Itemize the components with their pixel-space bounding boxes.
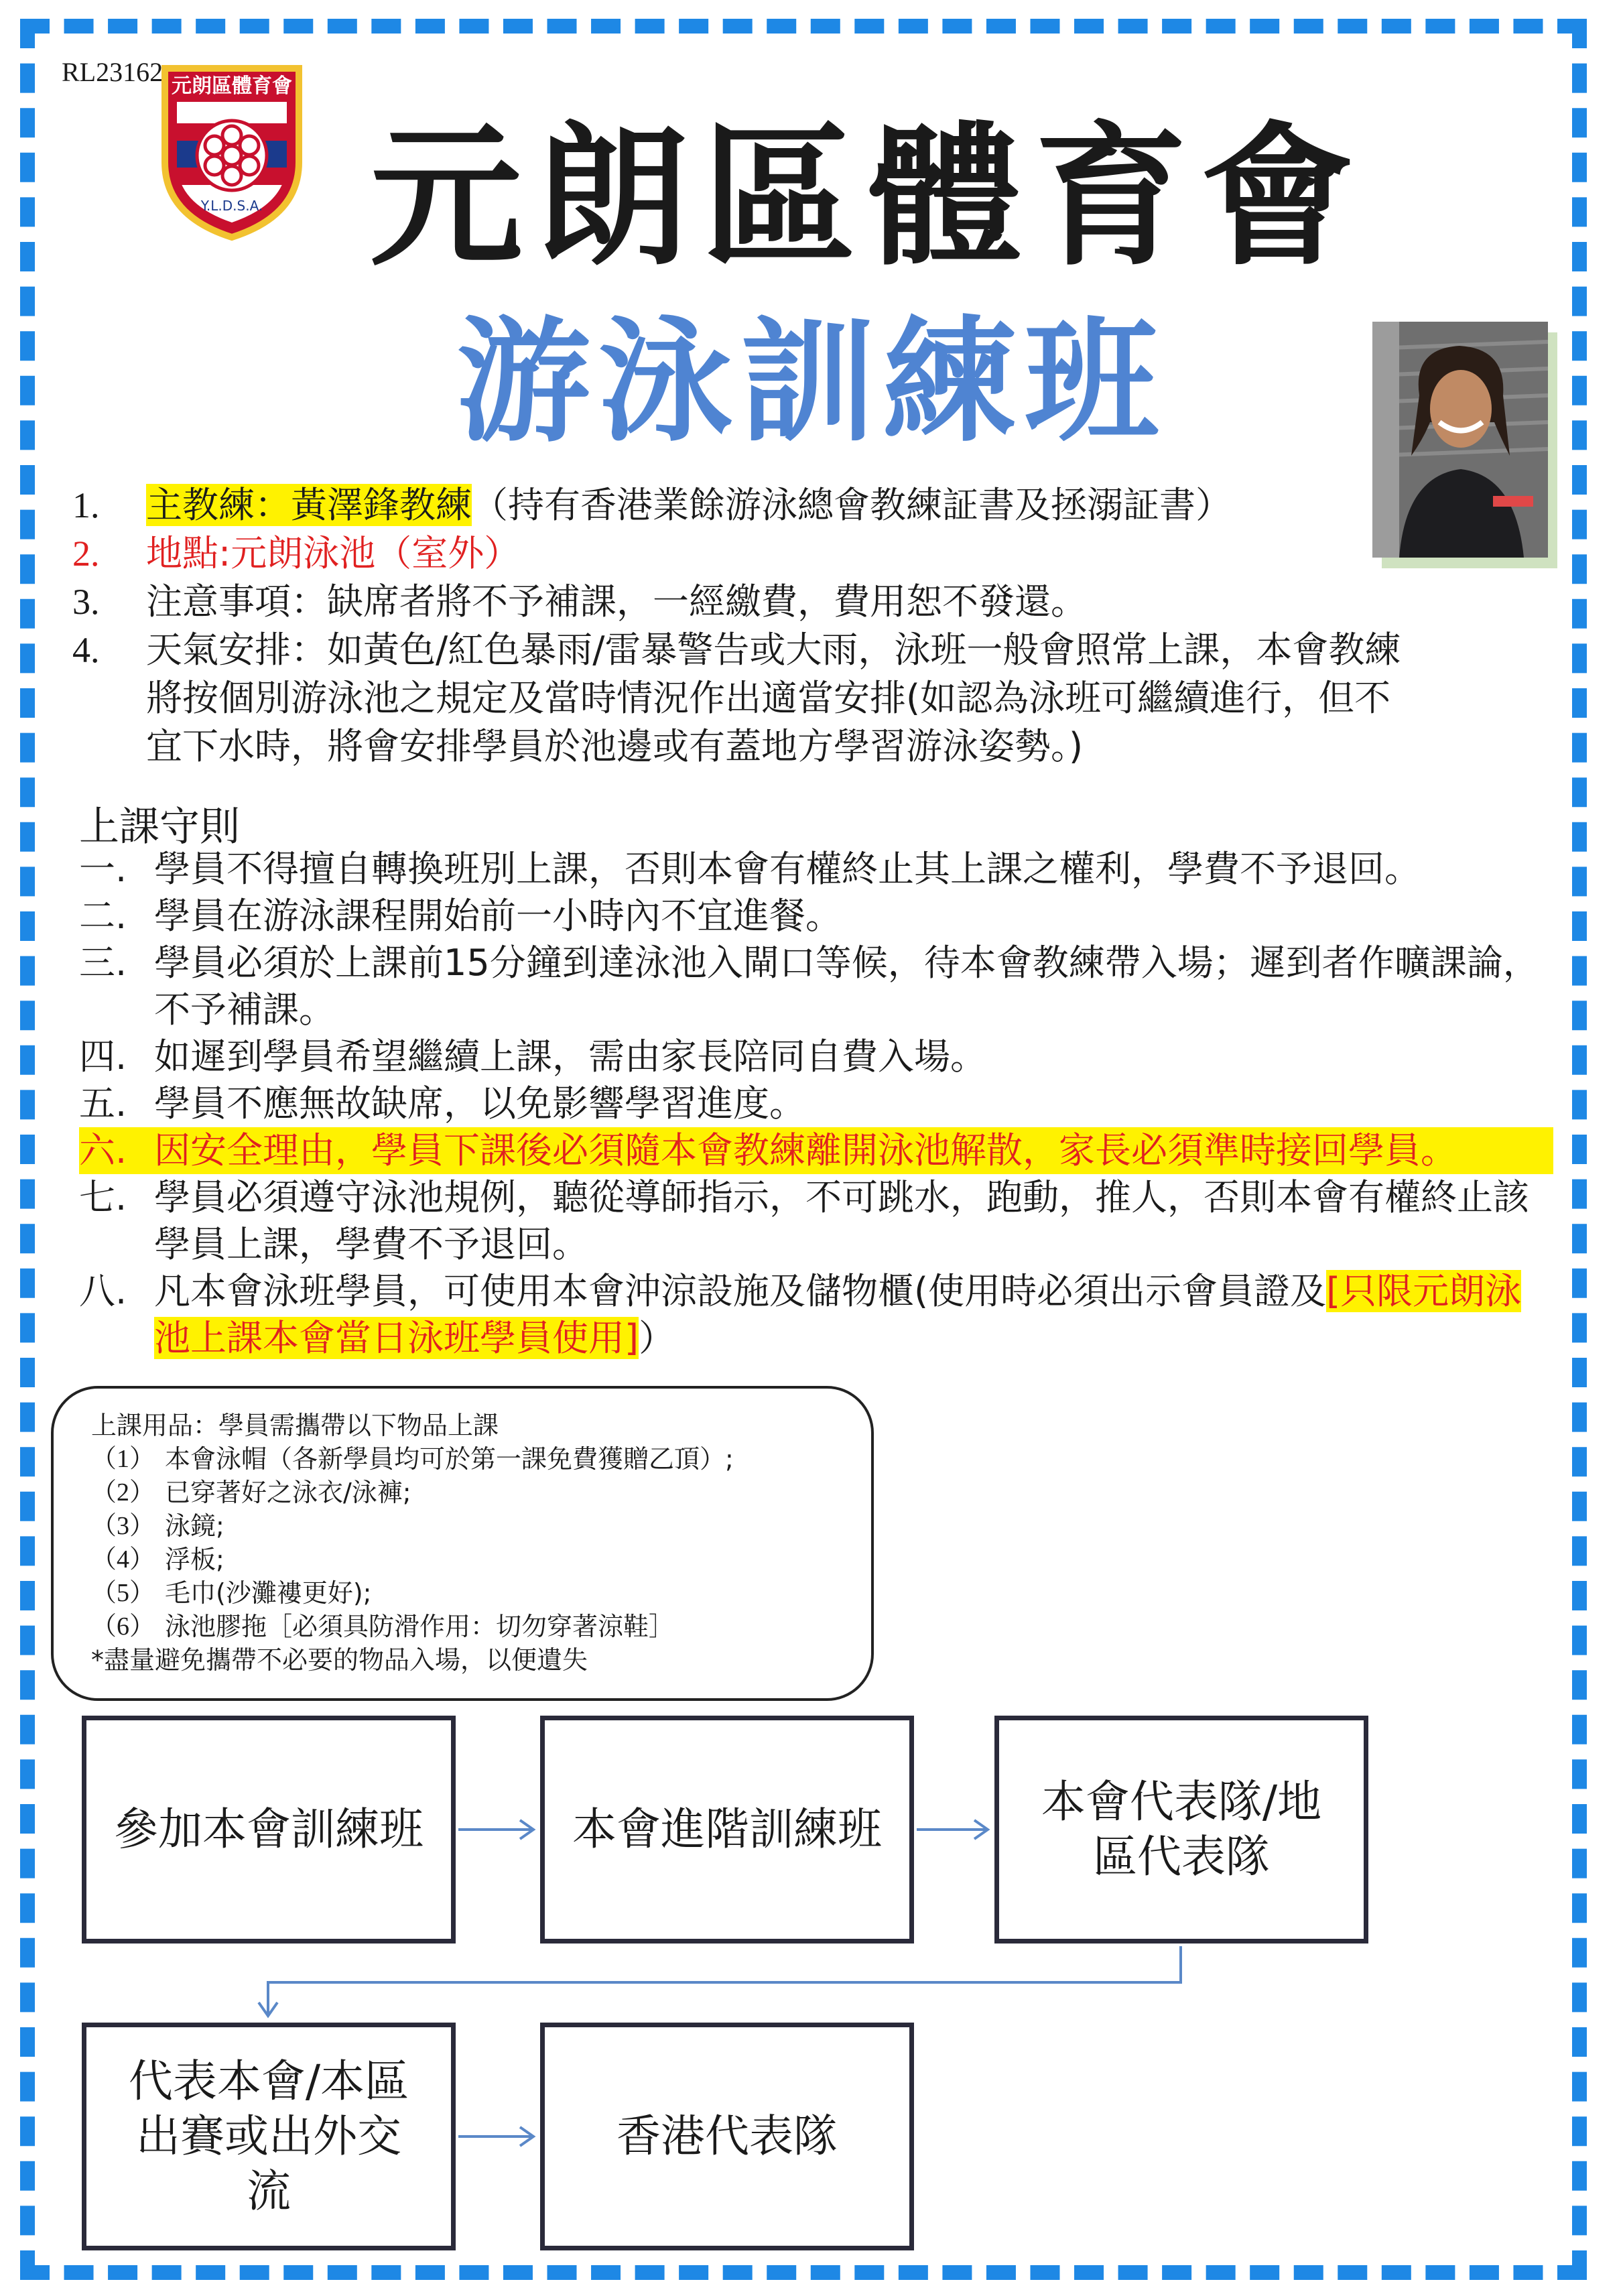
flow-step-advanced: 本會進階訓練班: [540, 1716, 914, 1943]
weather-text: 天氣安排：如黃色/紅色暴雨/雷暴警告或大雨，泳班一般會照常上課，本會教練將按個別游泳池之規定及當時情況作出適當安排(如認為泳班可繼續進行，但不宜下水時，將會安排學員於池邊或有蓋地方學習游泳姿勢。): [146, 629, 1401, 767]
coach-name: 主教練：黃澤鋒教練: [146, 484, 472, 526]
rule-num: 四.: [79, 1035, 127, 1078]
notes-text: 注意事項：缺席者將不予補課，一經繳費，費用恕不發還。: [146, 580, 1087, 623]
rule-num: 一.: [79, 848, 127, 890]
coach-credentials: （持有香港業餘游泳總會教練証書及拯溺証書）: [472, 484, 1232, 526]
rule-text: 因安全理由，學員下課後必須隨本會教練離開泳池解散，家長必須準時接回學員。: [154, 1129, 1457, 1171]
rules-heading: 上課守則: [79, 804, 240, 850]
equipment-item: （6） 泳池膠拖［必須具防滑作用：切勿穿著涼鞋］: [91, 1612, 675, 1641]
page-subtitle: 游泳訓練班: [456, 303, 1167, 460]
equipment-item: （2） 已穿著好之泳衣/泳褲;: [91, 1478, 411, 1507]
rule-num: 七.: [79, 1176, 127, 1218]
logo-abbr: Y.L.D.S.A.: [200, 198, 263, 214]
rule-highlight: [只限元朗泳池上課本會當日泳班學員使用]: [154, 1270, 1522, 1359]
location-text: 地點:元朗泳池（室外）: [146, 532, 521, 574]
equipment-item: （1） 本會泳帽（各新學員均可於第一課免費獲贈乙頂）;: [91, 1444, 734, 1474]
flow-step-team: 本會代表隊/地區代表隊: [994, 1716, 1368, 1943]
equipment-item: （3） 泳鏡;: [91, 1511, 224, 1541]
info-num: 4.: [72, 630, 100, 670]
info-num: 3.: [72, 582, 100, 622]
rule-text: 學員必須於上課前15分鐘到達泳池入閘口等候，待本會教練帶入場；遲到者作曠課論，不予補課。: [154, 942, 1539, 1031]
rule-num: 六.: [79, 1129, 127, 1171]
flow-step-join: 參加本會訓練班: [82, 1716, 456, 1943]
rule-num: 三.: [79, 942, 127, 984]
rule-text: 學員必須遵守泳池規例，聽從導師指示，不可跳水，跑動，推人，否則本會有權終止該學員上課，學費不予退回。: [154, 1176, 1529, 1265]
equipment-item: （5） 毛巾(沙灘褸更好);: [91, 1578, 372, 1608]
page-title: 元朗區體育會: [370, 107, 1367, 286]
rule-text: 學員不得擅自轉換班別上課，否則本會有權終止其上課之權利，學費不予退回。: [154, 848, 1421, 890]
rule-text: 如遲到學員希望繼續上課，需由家長陪同自費入場。: [154, 1035, 986, 1078]
rule-num: 八.: [79, 1270, 127, 1312]
rule-num: 五.: [79, 1082, 127, 1125]
equipment-item: （4） 浮板;: [91, 1545, 224, 1574]
rule-num: 二.: [79, 895, 127, 937]
rule-text: 凡本會泳班學員，可使用本會沖涼設施及儲物櫃(使用時必須出示會員證及: [154, 1270, 1327, 1312]
flow-step-compete: 代表本會/本區出賽或出外交流: [82, 2023, 456, 2250]
equipment-heading: 上課用品：學員需攜帶以下物品上課: [91, 1411, 499, 1440]
equipment-note: *盡量避免攜帶不必要的物品入場，以便遺失: [91, 1645, 588, 1675]
flow-step-hk-team: 香港代表隊: [540, 2023, 914, 2250]
rule-text-end: ）: [639, 1317, 675, 1359]
info-num: 1.: [72, 485, 100, 525]
rule-text: 學員在游泳課程開始前一小時內不宜進餐。: [154, 895, 842, 937]
logo-text: 元朗區體育會: [172, 74, 292, 98]
rule-text: 學員不應無故缺席，以免影響學習進度。: [154, 1082, 805, 1125]
info-num: 2.: [72, 533, 100, 574]
document-code: RL23162: [62, 57, 164, 87]
